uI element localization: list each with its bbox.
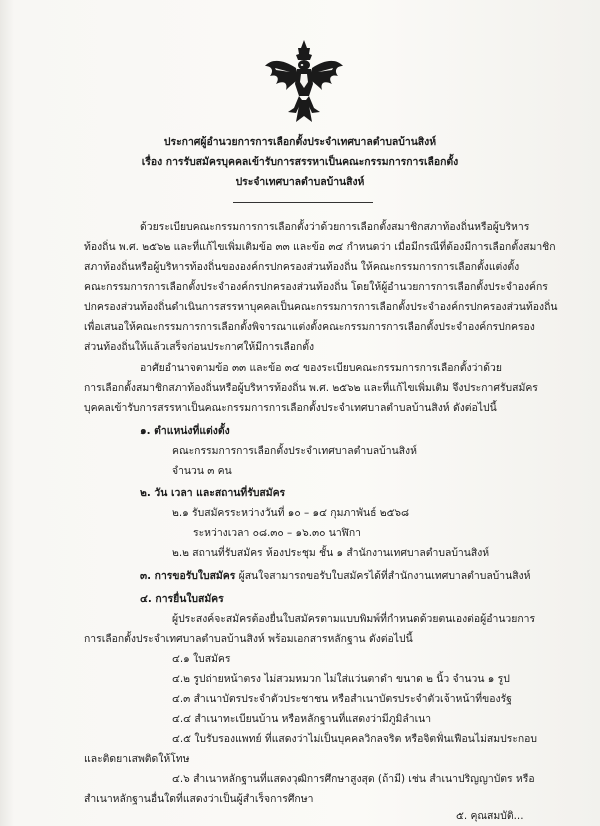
garuda-emblem xyxy=(262,38,346,124)
section-2-title: ๒. วัน เวลา และสถานที่รับสมัคร xyxy=(140,487,286,499)
section-4-line: ๔.๒ รูปถ่ายหน้าตรง ไม่สวมหมวก ไม่ใส่แว่นตาดำ ขนาด ๒ นิ้ว จำนวน ๑ รูป xyxy=(172,673,510,685)
section-3-title: ๓. การขอรับใบสมัคร xyxy=(140,570,236,582)
paragraph-line: คณะกรรมการการเลือกตั้งประจำองค์กรปกครองส่วนท้องถิ่น โดยให้ผู้อำนวยการการเลือกตั้งประจำองค์กร xyxy=(84,281,548,293)
section-4-line: สำเนาหลักฐานอื่นใดที่แสดงว่าเป็นผู้สำเร็จการศึกษา xyxy=(84,793,314,805)
section-2-line: ๒.๒ สถานที่รับสมัคร ห้องประชุม ชั้น ๑ สำนักงานเทศบาลตำบลบ้านสิงห์ xyxy=(172,547,490,559)
section-4-line: ๔.๑ ใบสมัคร xyxy=(172,653,231,665)
paragraph-line: เพื่อเสนอให้คณะกรรมการการเลือกตั้งพิจารณาแต่งตั้งคณะกรรมการการเลือกตั้งประจำองค์กรปกครอง xyxy=(84,321,535,333)
section-1-title: ๑. ตำแหน่งที่แต่งตั้ง xyxy=(140,425,230,437)
title-divider xyxy=(233,202,373,203)
section-4-title: ๔. การยื่นใบสมัคร xyxy=(140,593,224,605)
paragraph-line: บุคคลเข้ารับการสรรหาเป็นคณะกรรมการการเลือกตั้งประจำเทศบาลตำบลบ้านสิงห์ ดังต่อไปนี้ xyxy=(84,402,497,414)
section-4-line: ๔.๕ ใบรับรองแพทย์ ที่แสดงว่าไม่เป็นบุคคลวิกลจริต หรือจิตฟั่นเฟือนไม่สมประกอบ xyxy=(172,733,538,745)
announcement-subject-continued: ประจำเทศบาลตำบลบ้านสิงห์ xyxy=(235,176,365,188)
section-1-line: คณะกรรมการการเลือกตั้งประจำเทศบาลตำบลบ้านสิงห์ xyxy=(172,445,417,457)
section-1-line: จำนวน ๓ คน xyxy=(172,465,232,477)
section-4-line: การเลือกตั้งประจำเทศบาลตำบลบ้านสิงห์ พร้อมเอกสารหลักฐาน ดังต่อไปนี้ xyxy=(84,633,413,645)
announcement-subject: เรื่อง การรับสมัครบุคคลเข้ารับการสรรหาเป็นคณะกรรมการการเลือกตั้ง xyxy=(141,156,459,168)
announcement-title: ประกาศผู้อำนวยการการเลือกตั้งประจำเทศบาลตำบลบ้านสิงห์ xyxy=(163,136,437,148)
section-2-line: ๒.๑ รับสมัครระหว่างวันที่ ๑๐ – ๑๔ กุมภาพันธ์ ๒๕๖๘ xyxy=(172,507,410,519)
section-2-line: ระหว่างเวลา ๐๘.๓๐ – ๑๖.๓๐ นาฬิกา xyxy=(193,527,361,539)
paragraph-line: ส่วนท้องถิ่นให้แล้วเสร็จก่อนประกาศให้มีการเลือกตั้ง xyxy=(84,341,315,353)
paragraph-line: การเลือกตั้งสมาชิกสภาท้องถิ่นหรือผู้บริหารท้องถิ่น พ.ศ. ๒๕๖๒ และที่แก้ไขเพิ่มเติม จึงประกาศรับสมัคร xyxy=(84,382,538,394)
continued-marker: ๕. คุณสมบัติ... xyxy=(456,810,524,822)
section-4-line: และติดยาเสพติดให้โทษ xyxy=(84,753,190,765)
section-4-line: ๔.๓ สำเนาบัตรประจำตัวประชาชน หรือสำเนาบัตรประจำตัวเจ้าหน้าที่ของรัฐ xyxy=(172,693,512,705)
paragraph-line: ปกครองส่วนท้องถิ่นดำเนินการสรรหาบุคคลเป็นคณะกรรมการการเลือกตั้งประจำองค์กรปกครองส่วนท้องถิ่น xyxy=(84,301,558,313)
section-3-text: ผู้สนใจสามารถขอรับใบสมัครได้ที่สำนักงานเทศบาลตำบลบ้านสิงห์ xyxy=(235,570,531,582)
paragraph-line: ท้องถิ่น พ.ศ. ๒๕๖๒ และที่แก้ไขเพิ่มเติมข้อ ๓๓ และข้อ ๓๔ กำหนดว่า เมื่อมีกรณีที่ต้องมีการเลือกตั้งสมาชิก xyxy=(84,241,556,253)
section-4-line: ๔.๖ สำเนาหลักฐานที่แสดงวุฒิการศึกษาสูงสุด (ถ้ามี) เช่น สำเนาปริญญาบัตร หรือ xyxy=(172,773,535,785)
section-4-line: ผู้ประสงค์จะสมัครต้องยื่นใบสมัครตามแบบพิมพ์ที่กำหนดด้วยตนเองต่อผู้อำนวยการ xyxy=(172,613,536,625)
section-3 xyxy=(140,569,530,583)
paragraph-line: สภาท้องถิ่นหรือผู้บริหารท้องถิ่นขององค์กรปกครองส่วนท้องถิ่น ให้คณะกรรมการการเลือกตั้งแต่งตั้ง xyxy=(84,261,520,273)
paragraph-line: ด้วยระเบียบคณะกรรมการการเลือกตั้งว่าด้วยการเลือกตั้งสมาชิกสภาท้องถิ่นหรือผู้บริหาร xyxy=(140,221,530,233)
section-4-line: ๔.๔ สำเนาทะเบียนบ้าน หรือหลักฐานที่แสดงว่ามีภูมิลำเนา xyxy=(172,713,432,725)
paragraph-line: อาศัยอำนาจตามข้อ ๓๓ และข้อ ๓๔ ของระเบียบคณะกรรมการการเลือกตั้งว่าด้วย xyxy=(140,362,502,374)
